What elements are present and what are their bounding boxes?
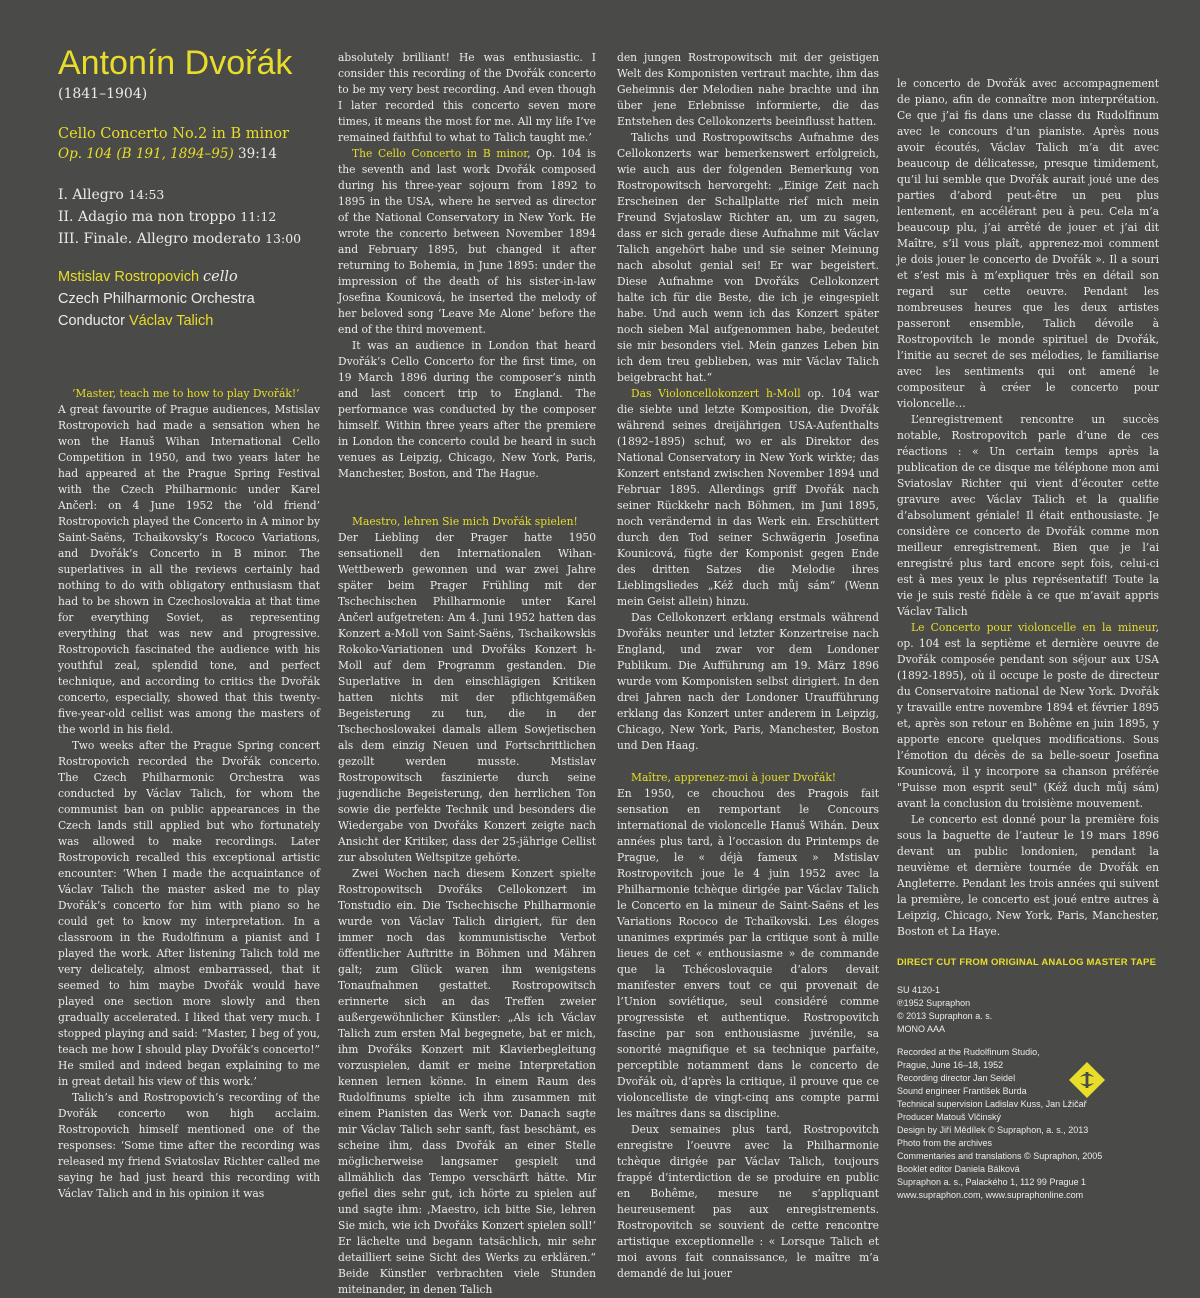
english-paragraph: It was an audience in London that heard Dvořák’s Cello Concerto for the first time, on 19 March 1896 during the composer’s ninth and last concert trip to England. The performance was conducted by the composer himself. Within three years after the premiere in London the concerto could be heard in such venues as Leipzig, Chicago, New York, Paris, Manchester, Boston, and The Hague. — [338, 339, 596, 480]
credit-line: Sound engineer František Burda — [897, 1086, 1027, 1096]
german-paragraph: den jungen Rostropowitsch mit der geistigen Welt des Komponisten vertraut machte, ihm das Geheimnis der Melodien nahe brachte und ihn über jene Erlebnisse informierte, die das Entstehen des Cellokonzerts beeinflusst hatten. — [617, 51, 879, 128]
french-paragraph: Le concerto est donné pour la première fois sous la baguette de l’auteur le 19 mars 1896 devant un public londonien, pendant la neuvième et dernière tournée de Dvořák en Angleterre. Pendant les trois années qui suivent la première, le concerto est joué entre autres à Leipzig, Chicago, New York, Paris, Manchester, Boston et La Haye. — [897, 813, 1159, 938]
credit-line: Recording director Jan Seidel — [897, 1073, 1016, 1083]
german-paragraph: Das Cellokonzert erklang erstmals während Dvořáks neunter und letzter Konzertreise nach England, und zwar vor dem Londoner Publikum. Die Aufführung am 19. März 1896 wurde vom Komponisten selbst dirigiert. In den drei Jahren nach der Londoner Uraufführung erklang das Konzert unter anderem in Leipzig, Chicago, New York, Paris, Manchester, Boston und Den Haag. — [617, 611, 879, 752]
soloist-name: Mstislav Rostropovich — [58, 269, 200, 285]
catalog-line: SU 4120-1 — [897, 985, 941, 995]
composer-title: Antonín Dvořák — [58, 44, 293, 82]
french-text-continued — [897, 76, 1159, 940]
credits — [897, 984, 1159, 1202]
movement-item — [58, 228, 320, 250]
french-paragraph: Deux semaines plus tard, Rostropovitch enregistre l’oeuvre avec la Philharmonie tchèque dirigée par Václav Talich, toujours frappé d’interdiction de se produire en public en Bohême, mesure ne s’appliquant heureusement pas aux enregistrements. Rostropovitch se souvient de cette rencontre artistique exceptionnelle : « Lorsque Talich et moi avons fait connaissance, le maître m’a demandé de lui jouer — [617, 1123, 879, 1280]
direct-cut-note: DIRECT CUT FROM ORIGINAL ANALOG MASTER TAPE — [897, 957, 1157, 968]
soloist-role: cello — [203, 269, 238, 285]
catalog-line: ℗1952 Supraphon — [897, 998, 971, 1008]
credit-line: Producer Matouš Vlčinský — [897, 1112, 1002, 1122]
english-paragraph: Talich’s and Rostropovich’s recording of the Dvořák concerto won high acclaim. Rostropovich himself mentioned one of the responses: ‘Some time after the recording was released my friend Sviatoslav Richter called me saying he had just heard this recording with Václav Talich and in his opinion it was — [58, 1091, 320, 1200]
catalog-line: MONO AAA — [897, 1024, 946, 1034]
movement-duration: 11:12 — [240, 209, 277, 224]
orchestra-name: Czech Philharmonic Orchestra — [58, 291, 255, 307]
german-text-continued — [617, 50, 879, 1282]
credit-line: Design by Jiří Mědílek © Supraphon, a. s., 2013 — [897, 1125, 1089, 1135]
column-2 — [338, 50, 596, 1298]
english-paragraph-text: , Op. 104 is the seventh and last work Dvořák composed during his three-year sojourn from 1892 to 1895 in the USA, where he served as director of the National Conservatory in New York. He wrote the concerto between November 1894 and February 1895, but changed it after returning to Bohemia, in June 1895: under the impression of the death of his sister-in-law Josefina Kounicová, he inserted the melody of her beloved song ‘Leave Me Alone’ before the end of the third movement. — [338, 147, 596, 336]
movement-name: II. Adagio ma non troppo — [58, 209, 236, 225]
french-heading: Maître, apprenez-moi à jouer Dvořák! — [631, 771, 837, 784]
german-paragraph: Der Liebling der Prager hatte 1950 sensationell den Internationalen Wihan-Wettbewerb gewonnen und war zwei Jahre später beim Prager Frühling mit der Tschechischen Philharmonie unter Karel Ančerl aufgetreten: Am 4. Juni 1952 hatten das Konzert a-Moll von Saint-Saëns, Tschaikowskis Rokoko-Variationen und Dvořáks Konzert h-Moll auf dem Programm gestanden. Die Superlative in den einschlägigen Kritiken hatten nichts mit der pflichtgemäßen Begeisterung zu tun, die in der Tschechoslowakei damals allem Sowjetischen als dem einzig Neuen und Fortschrittlichen gezollt werden musste. Mstislav Rostropowitsch faszinierte durch seine jugendliche Begeisterung, den herrlichen Ton sowie die perfekte Technik und besonders die Wiedergabe von Dvořáks Konzert zeigte nach Ansicht der Kritiker, dass der 25-jährige Cellist zur absoluten Weltspitze gehörte. — [338, 531, 596, 864]
credit-line: Prague, June 16–18, 1952 — [897, 1060, 1004, 1070]
column-3 — [617, 50, 879, 1282]
movement-list — [58, 184, 320, 250]
english-text — [58, 386, 320, 1202]
column-4 — [897, 76, 1159, 1202]
movement-name: I. Allegro — [58, 187, 124, 203]
french-paragraph: le concerto de Dvořák avec accompagnement de piano, afin de connaître mon interprétation. Ce que j’ai fis dans une classe du Rudolfinum avec le concours d’un pianiste. Après nous avoir écoutés, Václav Talich m’a dit avec beaucoup de délicatesse, presque timidement, qu’il lui semble que Dvořák aurait joué une des parties d’abord peut-être un peu plus lentement, en accélérant peu à peu. Cela m’a beaucoup plu, j’ai arrêté de jouer et j’ai dit Maître, s’il vous plaît, apprenez-moi comment je dois jouer le concerto de Dvořák ». Il a souri et s’est mis à m’expliquer très en détail son regard sur cette oeuvre. Pendant les nombreuses heures que les deux artistes passeront ensemble, Talich dévoile à Rostropovitch le monde spirituel de Dvořák, l’initie au secret de ses mélodies, le familiarise avec les sentiments qui ont amené le compositeur à créer le concerto pour violoncelle… — [897, 77, 1159, 410]
german-paragraph: Zwei Wochen nach diesem Konzert spielte Rostropowitsch Dvořáks Cellokonzert im Tonstudio ein. Die Tschechische Philharmonie wurde von Václav Talich dirigiert, für den immer noch das kommunistische Verbot öffentlicher Auftritte in Böhmen und Mähren galt; zum Glück waren ihm wenigstens Tonaufnahmen gestattet. Rostropowitsch erinnerte sich an das Treffen zweier außergewöhnlicher Künstler: „Als ich Václav Talich zum ersten Mal begegnete, bat er mich, ihm Dvořáks Konzert mit Klavierbegleitung vorzuspielen, damit er meine Interpretation kennen lernen könne. In einem Raum des Rudolfinums spielte ich ihm zusammen mit einem Pianisten das Werk vor. Danach sagte mir Václav Talich sehr sanft, fast beschämt, es scheine ihm, dass Dvořák an einer Stelle möglicherweise langsamer gespielt und allmählich das Tempo verschärft hätte. Mir gefiel dies sehr gut, ich hörte zu spielen auf und sagte ihm: ‚Maestro, ich bitte Sie, lehren Sie mich, wie ich Dvořáks Konzert spielen soll!‘ Er lächelte und begann tatsächlich, mir sehr detailliert seine Sicht des Werks zu erklären.“ Beide Künstler verbrachten viele Stunden miteinander, in denen Talich — [338, 867, 596, 1296]
german-paragraph: Talichs und Rostropowitschs Aufnahme des Cellokonzerts war bemerkenswert erfolgreich, wie auch aus der folgenden Bemerkung von Rostropowitsch hervorgeht: „Einige Zeit nach Erscheinen der Schallplatte rief mich mein Freund Svjatoslaw Richter an, um zu sagen, dass er sich gerade diese Aufnahme mit Václav Talich angehört habe und sie seiner Meinung nach absolut genial sei! Er war begeistert. Diese Aufnahme von Dvořáks Cellokonzert halte ich für die Beste, die ich je eingespielt habe. Und auch wenn ich das Konzert später noch sieben Mal aufgenommen habe, bedeutet sie mir besonders viel. Mein ganzes Leben bin ich dem treu geblieben, was mir Václav Talich beigebracht hat.“ — [617, 131, 879, 384]
german-paragraph-text: op. 104 war die siebte und letzte Komposition, die Dvořák während seines dreijährigen USA-Aufenthalts (1892–1895) schuf, wo er als Direktor des National Conservatory in New York wirkte; das Konzert entstand zwischen November 1894 und Februar 1895. Allerdings griff Dvořák nach seiner Rückkehr nach Böhmen, im Juni 1895, noch verändernd in das Werk ein. Erschüttert durch den Tod seiner Schwägerin Josefina Kounicová, fügte der Komponist gegen Ende des dritten Satzes die Melodie ihres Lieblingsliedes „Kéž duch můj sám“ (Wenn mein Geist allein) hinzu. — [617, 387, 879, 608]
opus-line — [58, 144, 320, 164]
conductor-name: Václav Talich — [128, 313, 214, 329]
supraphon-logo-icon — [1067, 1060, 1107, 1100]
english-paragraph: A great favourite of Prague audiences, Mstislav Rostropovich had made a sensation when he won the Hanuš Wihan International Cello Competition in 1950, and two years later he had appeared at the Prague Spring Festival with the Czech Philharmonic under Karel Ančerl: on 4 June 1952 the ‘old friend’ Rostropovich played the Concerto in A minor by Saint-Saëns, Tchaikovsky’s Rococo Variations, and Dvořák’s Concerto in B minor. The superlatives in all the reviews certainly had nothing to do with obligatory enthusiasm that had to be shown in Czechoslovakia at that time for everything Soviet, as representing everything that was new and progressive. Rostropovich fascinated the audience with his youthful zeal, splendid tone, and perfect technique, and according to critics the Dvořák concerto, especially, showed that this twenty-five-year-old cellist was among the masters of the world in his field. — [58, 403, 320, 736]
french-highlight: Le Concerto pour violoncelle en la mineur — [911, 621, 1156, 634]
column-1 — [58, 44, 320, 1202]
french-paragraph — [897, 620, 1159, 812]
credit-line: Supraphon a. s., Palackého 1, 112 99 Prague 1 — [897, 1177, 1086, 1187]
soloist-line — [58, 266, 320, 288]
conductor-label: Conductor — [58, 313, 125, 329]
credit-line: Commentaries and translations © Supraphon, 2005 — [897, 1151, 1103, 1161]
german-heading: Maestro, lehren Sie mich Dvořák spielen! — [352, 515, 578, 528]
english-highlight: The Cello Concerto in B minor — [352, 147, 528, 160]
credit-line: Photo from the archives — [897, 1138, 993, 1148]
performers — [58, 266, 320, 332]
credit-line: Technical supervision Ladislav Kuss, Jan Lžičař — [897, 1099, 1087, 1109]
english-heading: ‘Master, teach me to how to play Dvořák!’ — [72, 387, 300, 400]
french-paragraph-text: , op. 104 est la septième et dernière oeuvre de Dvořák composée pendant son séjour aux USA (1892-1895), où il occupe le poste de directeur du Conservatoire national de New York. Dvořák y travaille entre novembre 1894 et février 1895 et, après son retour en Bohême en juin 1895, y apporte encore quelques modifications. Sous l’émotion du décès de sa belle-soeur Josefina Kounicová, il y incorpore sa chanson préférée "Puisse mon esprit seul" (Kéž duch můj sám) avant la conclusion du troisième mouvement. — [897, 621, 1159, 810]
movement-duration: 13:00 — [265, 231, 302, 246]
composer-years: (1841–1904) — [58, 86, 148, 102]
credit-line: www.supraphon.com, www.supraphonline.com — [897, 1190, 1084, 1200]
catalog-block — [897, 984, 1159, 1036]
conductor-line — [58, 310, 320, 332]
french-paragraph: L’enregistrement rencontre un succès notable, Rostropovitch parle d’une de ces réactions : « Un certain temps après la publication de ce disque me téléphone mon ami Sviatoslav Richter qui vient d’écouter cette gravure avec Václav Talich et la qualifie d’absolument géniale! Il était enthousiaste. Je considère ce concerto de Dvořák comme mon meilleur enregistrement. Bien que je l’ai enregistré plus tard encore sept fois, celui-ci est à mes yeux le plus représentatif! Toute la vie je suis resté fidèle à ce que m’avait appris Václav Talich — [897, 413, 1159, 618]
movement-name: III. Finale. Allegro moderato — [58, 231, 261, 247]
english-text-continued — [338, 50, 596, 1298]
movement-item — [58, 206, 320, 228]
credit-line: Booklet editor Daniela Bálková — [897, 1164, 1020, 1174]
english-paragraph — [338, 146, 596, 338]
movement-item — [58, 184, 320, 206]
opus-duration: 39:14 — [238, 146, 277, 162]
work-title: Cello Concerto No.2 in B minor — [58, 126, 290, 142]
credit-line: Recorded at the Rudolfinum Studio, — [897, 1047, 1040, 1057]
french-paragraph: En 1950, ce chouchou des Pragois fait sensation en remportant le Concours international de violoncelle Hanuš Wihán. Deux années plus tard, à l’occasion du Printemps de Prague, le « déjà fameux » Mstislav Rostropovitch joue le 4 juin 1952 avec la Philharmonie tchèque dirigée par Václav Talich le Concerto en la mineur de Saint-Saëns et les Variations Rococo de Tchaïkovski. Les éloges unanimes exprimés par la critique sont à mille lieues de cet « enthousiasme » de commande que la Tchécoslovaquie d’alors devait manifester envers tout ce qui provenait de l’Union soviétique, seul considéré comme progressiste et authentique. Rostropovitch fascine par son enthousiasme juvénile, sa sonorité magnifique et sa technique parfaite, perceptible notamment dans le concerto de Dvořák où, d’après la critique, il prouve que ce violoncelliste de vingt-cinq ans compte parmi les maîtres dans sa discipline. — [617, 787, 879, 1120]
opus-number: Op. 104 (B 191, 1894–95) — [58, 146, 234, 162]
german-highlight: Das Violoncellokonzert h-Moll — [631, 387, 801, 400]
german-paragraph — [617, 386, 879, 610]
english-paragraph: absolutely brilliant! He was enthusiastic. I consider this recording of the Dvořák concerto to be my very best recording. And even though I later recorded this concerto seven more times, it means the most for me. All my life I’ve remained faithful to what to Talich taught me.’ — [338, 51, 596, 144]
english-paragraph: Two weeks after the Prague Spring concert Rostropovich recorded the Dvořák concerto. The Czech Philharmonic Orchestra was conducted by Václav Talich, for whom the communist ban on public appearances in the Czech lands still applied but who fortunately was allowed to make recordings. Later Rostropovich recalled this exceptional artistic encounter: ‘When I made the acquaintance of Václav Talich the master asked me to play Dvořák’s concerto for him with piano so he could get to know my interpretation. In a classroom in the Rudolfinum a pianist and I played the work. After listening Talich told me very delicately, almost embarrassed, that it seemed to him maybe Dvořák would have played one section more slowly and then gradually accelerated. I liked that very much. I stopped playing and said: “Master, I beg of you, teach me how I should play Dvořák’s concerto!” He smiled and indeed began explaining to me in great detail his view of this work.’ — [58, 739, 320, 1088]
movement-duration: 14:53 — [128, 187, 165, 202]
credit-lines — [897, 1046, 1159, 1202]
catalog-line: © 2013 Supraphon a. s. — [897, 1011, 993, 1021]
